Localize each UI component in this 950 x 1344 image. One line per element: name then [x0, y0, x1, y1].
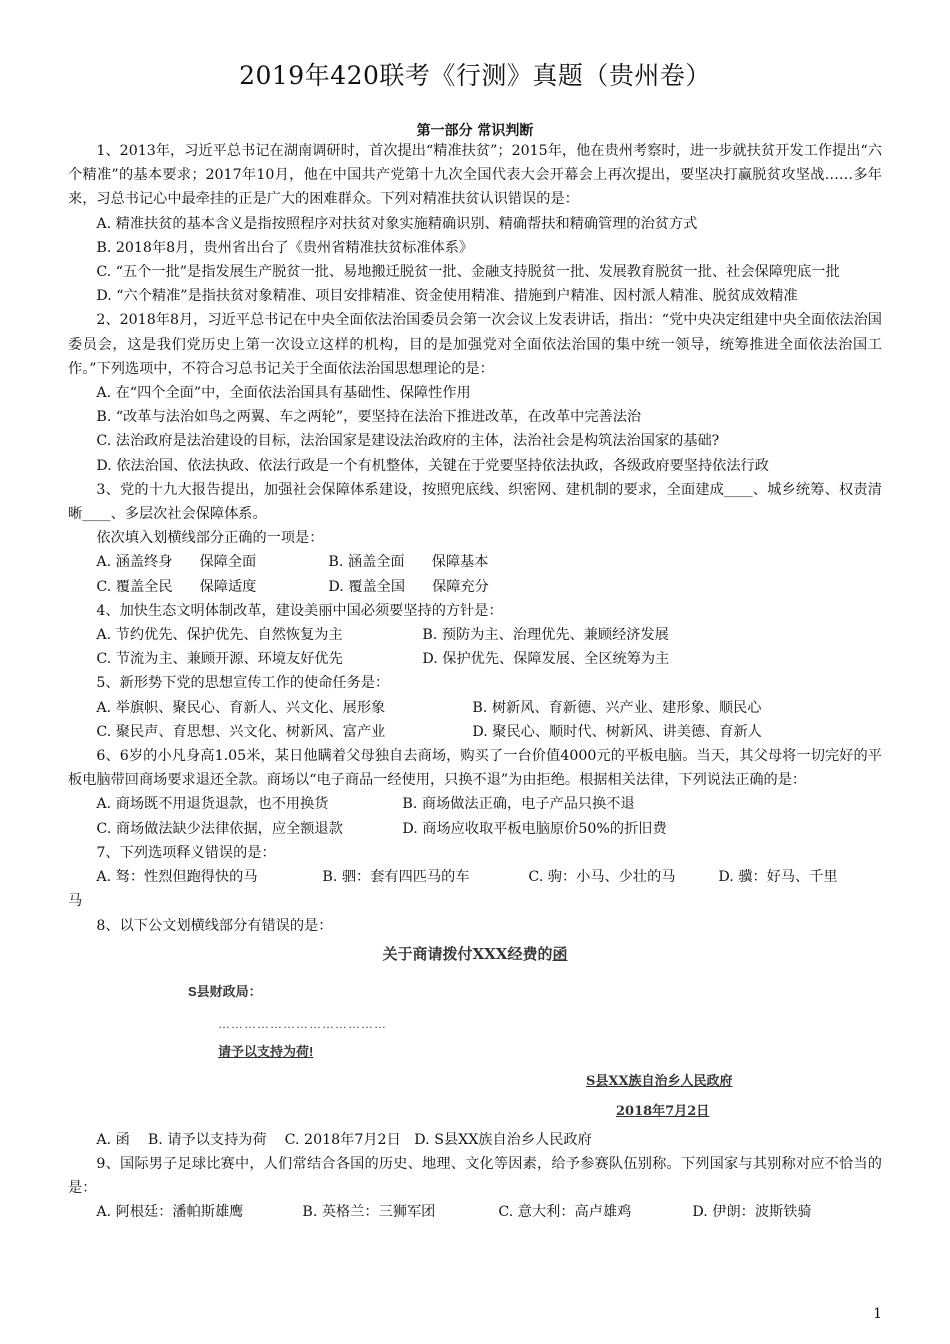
- section-heading: 第一部分 常识判断: [416, 123, 534, 139]
- question-6-option-d: D. 商场应收取平板电脑原价50%的折旧费: [402, 820, 667, 837]
- letter-body-ellipsis: …………………………………: [218, 1016, 387, 1031]
- letter-title-underlined: 函: [552, 944, 568, 963]
- question-5-option-b: B. 树新风、育新德、兴产业、建形象、顺民心: [472, 699, 762, 716]
- question-2-option-d: D. 依法治国、依法执政、依法行政是一个有机整体，关键在于党要坚持依法执政，各级政府要坚持依法行政: [96, 457, 769, 474]
- question-1-option-c: C. “五个一批”是指发展生产脱贫一批、易地搬迁脱贫一批、金融支持脱贫一批、发展教育脱贫一批、社会保障兜底一批: [96, 264, 840, 281]
- question-8-options: A. 函 B. 请予以支持为荷 C. 2018年7月2日 D. S县XX族自治乡人民政府: [96, 1131, 592, 1148]
- letter-date: 2018年7月2日: [616, 1103, 710, 1119]
- question-7-options-row: [68, 865, 882, 889]
- question-6-options-row-1: [68, 792, 882, 816]
- question-7-stem: 7、下列选项释义错误的是：: [96, 844, 276, 861]
- question-4-option-b: B. 预防为主、治理优先、兼顾经济发展: [422, 627, 669, 644]
- page-title: 2019年420联考《行测》真题（贵州卷）: [239, 61, 711, 90]
- question-2-stem: 2、2018年8月，习近平总书记在中央全面依法治国委员会第一次会议上发表讲话，指出：“党中央决定组建中央全面依法治国委员会，这是我们党历史上第一次设立这样的机构，目的是加强党对全面依法治国的集中统一领导，统筹推进全面依法治国工作。”下列选项中，不符合习总书记关于全面依法治国思想理论的是：: [68, 312, 882, 377]
- question-7-option-a: A. 驽：性烈但跑得快的马: [96, 869, 258, 886]
- question-5-stem: 5、新形势下党的思想宣传工作的使命任务是：: [96, 675, 390, 692]
- question-5-option-c: C. 聚民声、育思想、兴文化、树新风、富产业: [96, 723, 386, 740]
- question-6-option-b: B. 商场做法正确，电子产品只换不退: [402, 796, 635, 813]
- question-4-options-row-2: [68, 647, 882, 671]
- question-2-option-a: A. 在“四个全面”中，全面依法治国具有基础性、保障性作用: [96, 385, 471, 402]
- official-letter-image: [68, 940, 882, 1119]
- page-number: 1: [873, 1306, 882, 1322]
- letter-title-text: 关于商请拨付XXX经费的: [382, 944, 553, 963]
- question-4-option-d: D. 保护优先、保障发展、全区统筹为主: [422, 651, 670, 668]
- question-9-option-c: C. 意大利：高卢雄鸡: [498, 1204, 632, 1221]
- question-1-option-d: D. “六个精准”是指扶贫对象精准、项目安排精准、资金使用精准、措施到户精准、因村派人精准、脱贫成效精准: [96, 288, 798, 305]
- letter-closing: 请予以支持为荷!: [218, 1043, 314, 1059]
- question-3-option-b: B. 涵盖全面 保障基本: [328, 554, 489, 571]
- question-5-option-d: D. 聚民心、顺时代、树新风、讲美德、育新人: [472, 723, 762, 740]
- question-6-stem: 6、6岁的小凡身高1.05米，某日他瞒着父母独自去商场，购买了一台价值4000元的平板电脑。当天，其父母将一切完好的平板电脑带回商场要求退还全款。商场以“电子商品一经使用，只换不退”为由拒绝。根据相关法律，下列说法正确的是：: [68, 748, 882, 789]
- question-1-option-b: B. 2018年8月，贵州省出台了《贵州省精准扶贫标准体系》: [96, 239, 474, 256]
- question-6-options-row-2: [68, 817, 882, 841]
- question-6-option-c: C. 商场做法缺少法律依据，应全额退款: [96, 820, 343, 837]
- question-9-stem: 9、国际男子足球比赛中，人们常结合各国的历史、地理、文化等因素，给予参赛队伍别称。下列国家与其别称对应不恰当的是：: [68, 1155, 882, 1197]
- question-5-option-a: A. 举旗帜、聚民心、育新人、兴文化、展形象: [96, 699, 386, 716]
- question-3-instruction: 依次填入划横线部分正确的一项是：: [96, 530, 324, 547]
- question-7-option-d-wrap: 马: [68, 893, 83, 910]
- question-1-stem: 1、2013年，习近平总书记在湖南调研时，首次提出“精准扶贫”；2015年，他在贵州考察时，进一步就扶贫开发工作提出“六个精准”的基本要求；2017年10月，他在中国共产党第十九次全国代表大会开幕会上再次提出，要坚决打赢脱贫攻坚战……多年来，习总书记心中最牵挂的正是广大的困难群众。下列对精准扶贫认识错误的是：: [68, 143, 882, 208]
- question-3-stem: 3、党的十九大报告提出，加强社会保障体系建设，按照兜底线、织密网、建机制的要求，全面建成____、城乡统筹、权责清晰____、多层次社会保障体系。: [68, 481, 882, 523]
- question-2-option-b: B. “改革与法治如鸟之两翼、车之两轮”，要坚持在法治下推进改革，在改革中完善法治: [96, 409, 642, 426]
- question-3-options-row-1: [68, 550, 882, 574]
- question-2-option-c: C. 法治政府是法治建设的目标，法治国家是建设法治政府的主体，法治社会是构筑法治国家的基础?: [96, 433, 720, 450]
- question-3-option-c: C. 覆盖全民 保障适度: [96, 578, 257, 595]
- question-6-option-a: A. 商场既不用退货退款，也不用换货: [96, 796, 329, 813]
- question-9-option-a: A. 阿根廷：潘帕斯雄鹰: [96, 1204, 244, 1221]
- letter-addressee: S县财政局：: [188, 983, 262, 999]
- question-9-option-b: B. 英格兰：三狮军团: [302, 1204, 436, 1221]
- question-4-stem: 4、加快生态文明体制改革，建设美丽中国必须要坚持的方针是：: [96, 602, 503, 619]
- question-3-option-d: D. 覆盖全国 保障充分: [328, 578, 489, 595]
- letter-title: [68, 942, 882, 966]
- document-body: [68, 139, 882, 1225]
- question-9-options-row: [68, 1200, 882, 1224]
- question-7-option-b: B. 驷：套有四匹马的车: [322, 869, 470, 886]
- question-5-options-row-2: [68, 720, 882, 744]
- question-4-option-a: A. 节约优先、保护优先、自然恢复为主: [96, 627, 343, 644]
- question-9-option-d: D. 伊朗：波斯铁骑: [692, 1204, 812, 1221]
- question-3-options-row-2: [68, 575, 882, 599]
- question-7-option-d: D. 骥：好马、千里: [718, 869, 838, 886]
- letter-signature: S县XX族自治乡人民政府: [586, 1073, 733, 1089]
- question-4-options-row-1: [68, 623, 882, 647]
- question-7-option-c: C. 驹：小马、少壮的马: [528, 869, 676, 886]
- question-8-stem: 8、以下公文划横线部分有错误的是：: [96, 917, 333, 934]
- question-1-option-a: A. 精准扶贫的基本含义是指按照程序对扶贫对象实施精确识别、精确帮扶和精确管理的治贫方式: [96, 215, 698, 232]
- question-4-option-c: C. 节流为主、兼顾开源、环境友好优先: [96, 651, 343, 668]
- question-3-option-a: A. 涵盖终身 保障全面: [96, 554, 257, 571]
- question-5-options-row-1: [68, 696, 882, 720]
